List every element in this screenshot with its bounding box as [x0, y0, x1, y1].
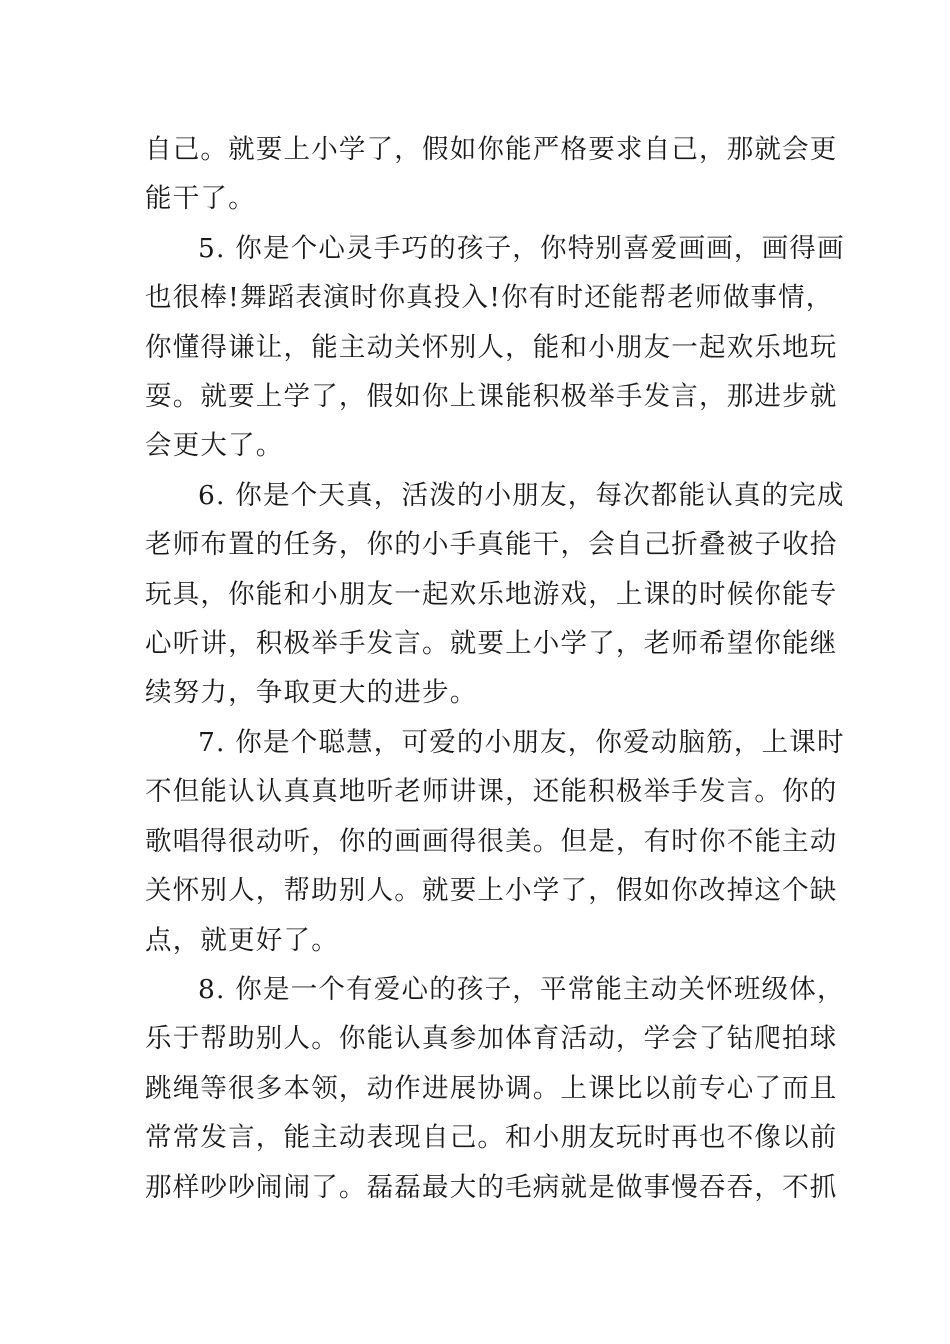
paragraph-continued [145, 125, 838, 224]
text-line: 能干了。 [145, 183, 256, 215]
text-line: 自己。就要上小学了，假如你能严格要求自己，那就会更 [145, 134, 838, 165]
text-line: 会更大了。 [145, 430, 284, 462]
text-line: 耍。就要上学了，假如你上课能积极举手发言，那进步就 [145, 381, 838, 413]
text-line: 你懂得谦让，能主动关怀别人，能和小朋友一起欢乐地玩 [145, 331, 838, 363]
text-line: 8. 你是一个有爱心的孩子，平常能主动关怀班级体， [198, 973, 845, 1005]
text-line: 7. 你是个聪慧，可爱的小朋友，你爱动脑筋，上课时 [198, 726, 845, 758]
text-line: 常常发言，能主动表现自己。和小朋友玩时再也不像以前 [145, 1122, 838, 1154]
text-line: 乐于帮助别人。你能认真参加体育活动，学会了钻爬拍球 [145, 1023, 838, 1055]
text-line: 6. 你是个天真，活泼的小朋友，每次都能认真的完成 [198, 479, 845, 511]
text-line: 5. 你是个心灵手巧的孩子，你特别喜爱画画，画得画 [198, 232, 845, 264]
text-line: 点，就更好了。 [145, 924, 339, 956]
paragraph-6 [145, 471, 845, 718]
paragraph-7 [145, 718, 845, 965]
text-line: 不但能认认真真地听老师讲课，还能积极举手发言。你的 [145, 776, 838, 808]
text-line: 跳绳等很多本领，动作进展协调。上课比以前专心了而且 [145, 1072, 838, 1104]
paragraph-8 [145, 965, 845, 1212]
document-body [145, 125, 845, 1212]
paragraph-5 [145, 224, 845, 471]
text-line: 歌唱得很动听，你的画画得很美。但是，有时你不能主动 [145, 825, 838, 857]
text-line: 续努力，争取更大的进步。 [145, 677, 478, 709]
text-line: 关怀别人，帮助别人。就要上小学了，假如你改掉这个缺 [145, 875, 838, 907]
text-line: 玩具，你能和小朋友一起欢乐地游戏，上课的时候你能专 [145, 578, 838, 610]
text-line: 老师布置的任务，你的小手真能干，会自己折叠被子收拾 [145, 529, 838, 561]
text-line: 那样吵吵闹闹了。磊磊最大的毛病就是做事慢吞吞，不抓 [145, 1171, 838, 1203]
text-line: 也很棒!舞蹈表演时你真投入!你有时还能帮老师做事情， [145, 282, 834, 314]
text-line: 心听讲，积极举手发言。就要上小学了，老师希望你能继 [145, 628, 838, 660]
